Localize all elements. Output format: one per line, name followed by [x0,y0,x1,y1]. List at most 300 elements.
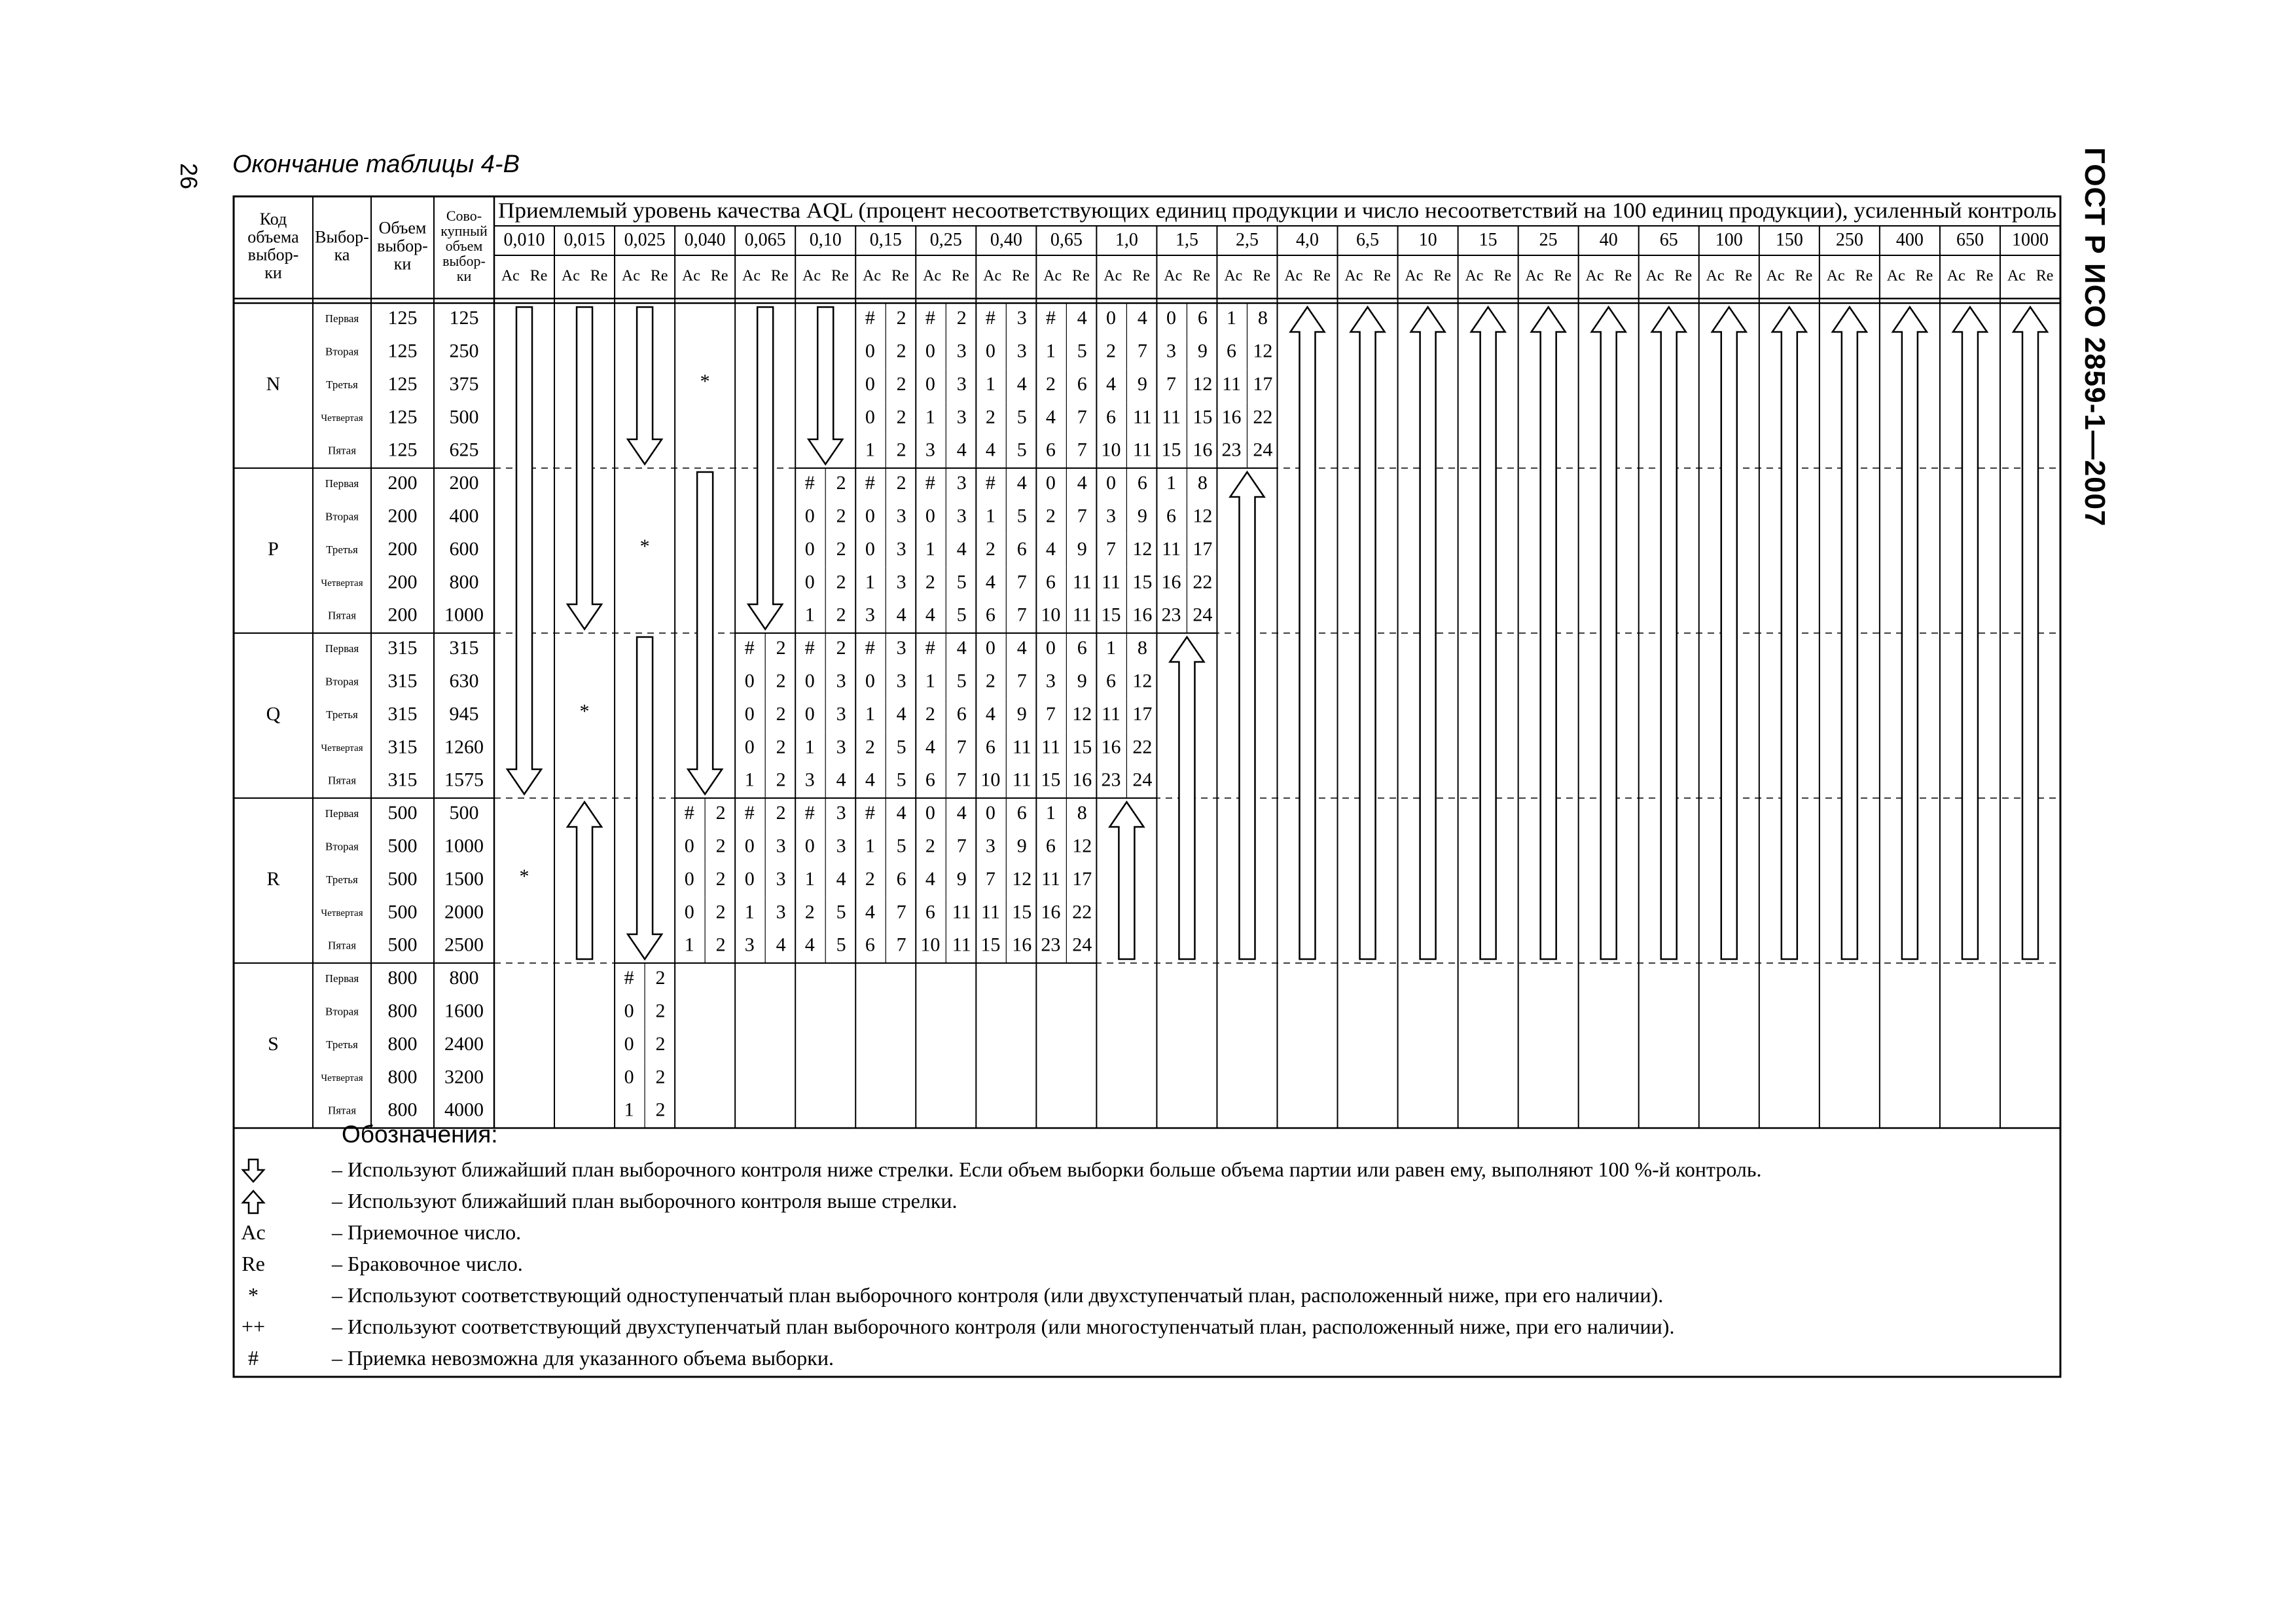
cumulative-volume: 1600 [444,1000,484,1022]
sample-number: Четвертая [321,1072,363,1084]
aql-level-label: 65 [1659,229,1678,250]
re-value: 2 [715,901,726,923]
up-arrow-icon [234,1189,273,1215]
re-value: 4 [896,604,906,626]
legend-title: Обозначения: [342,1121,498,1148]
re-value: 2 [836,505,846,527]
re-value: 6 [1077,373,1087,395]
ac-value: 16 [1221,406,1242,428]
cumulative-volume: 250 [449,340,479,362]
ac-value: 0 [985,637,996,659]
ac-label: Ac [983,267,1002,285]
aql-level-label: 25 [1539,229,1558,250]
re-value: 3 [956,373,967,395]
down-arrow-icon [688,472,722,794]
re-value: 6 [1197,307,1208,329]
aql-level-label: 4,0 [1296,229,1319,250]
sample-volume: 315 [387,637,418,659]
legend-symbol: ++ [241,1315,266,1338]
sample-volume: 200 [387,604,418,626]
re-value: 3 [836,702,846,725]
ac-value: 0 [1045,637,1056,659]
cumulative-volume: 500 [449,406,479,428]
re-value: 2 [896,307,906,329]
re-value: 4 [956,439,967,461]
re-value: 12 [1253,340,1273,362]
ac-value: 1 [1045,802,1056,824]
re-value: 2 [715,835,726,857]
header-volume: ки [393,254,412,274]
aql-level-label: 1,0 [1115,229,1138,250]
ac-value: 11 [1222,373,1241,395]
cumulative-volume: 2400 [444,1032,484,1055]
ac-value: # [804,472,815,494]
ac-value: 1 [1227,307,1237,329]
re-label: Re [650,267,668,285]
ac-label: Ac [1886,267,1905,285]
ac-value: 4 [925,604,935,626]
ac-value: 1 [684,934,694,956]
ac-value: 1 [865,702,875,725]
ac-value: 1 [1105,637,1116,659]
re-value: 3 [1016,340,1027,362]
ac-value: 15 [1041,769,1061,791]
ac-value: 16 [1161,571,1181,593]
sample-number: Первая [325,807,359,820]
cumulative-volume: 500 [449,802,479,824]
re-value: 2 [776,702,786,725]
re-value: 5 [896,835,906,857]
ac-value: # [985,472,996,494]
re-value: 4 [896,802,906,824]
aql-level-label: 2,5 [1235,229,1259,250]
ac-value: 7 [1166,373,1177,395]
sample-number: Пятая [327,774,357,787]
re-value: 11 [1132,439,1152,461]
re-value: 3 [896,571,906,593]
legend-text: – Используют ближайший план выборочного контроля выше стрелки. [332,1189,958,1213]
ac-value: 0 [925,505,935,527]
ac-value: 0 [1166,307,1177,329]
re-value: 4 [956,637,967,659]
re-label: Re [1795,267,1813,285]
ac-value: 0 [865,505,875,527]
ac-value: # [985,307,996,329]
ac-value: 1 [744,901,755,923]
ac-value: 1 [985,373,996,395]
sample-number: Третья [326,873,358,886]
aql-title: Приемлемый уровень качества AQL (процент несоответствующих единиц продукции и число несоответствий на 100 единиц продукции), усиленный контроль [498,198,2056,223]
re-value: 22 [1132,736,1153,758]
ac-value: 23 [1041,934,1061,956]
ac-value: 0 [985,802,996,824]
re-value: 7 [956,835,967,857]
re-value: 15 [1012,901,1032,923]
ac-value: 1 [744,769,755,791]
header-code: Код [259,210,287,229]
re-label: Re [1674,267,1693,285]
table-caption: Окончание таблицы 4-В [232,151,520,178]
re-value: 8 [1257,307,1268,329]
re-value: 17 [1072,867,1092,890]
ac-value: 6 [1045,571,1056,593]
re-label: Re [1494,267,1512,285]
ac-value: 0 [865,538,875,560]
ac-value: 0 [925,340,935,362]
single-plan-mark: * [639,535,650,557]
single-plan-mark: * [579,700,590,722]
re-label: Re [831,267,849,285]
ac-value: 23 [1221,439,1242,461]
ac-value: 6 [1045,835,1056,857]
single-plan-mark: * [700,370,710,392]
legend-item-up-arrow [234,1185,2060,1216]
cumulative-volume: 630 [449,670,479,692]
re-value: 3 [956,505,967,527]
up-arrow-icon [1170,637,1204,959]
re-value: 7 [1077,439,1087,461]
ac-value: 0 [684,867,694,890]
sample-volume: 500 [387,867,418,890]
ac-value: 3 [925,439,935,461]
cumulative-volume: 2500 [444,934,484,956]
re-value: 4 [956,802,967,824]
header-cumulative: выбор- [442,253,486,270]
legend-item-re [234,1248,2060,1279]
re-value: 12 [1132,670,1153,692]
ac-value: 4 [1045,538,1056,560]
re-value: 2 [776,802,786,824]
ac-value: 11 [1162,406,1181,428]
re-value: 2 [836,637,846,659]
re-value: 2 [836,472,846,494]
re-value: 6 [956,702,967,725]
ac-label: Ac [1525,267,1544,285]
header-cumulative: Сово- [446,207,482,224]
ac-value: 0 [804,505,815,527]
re-label: Re [2036,267,2054,285]
re-label: Re [1193,267,1210,285]
ac-value: # [744,802,755,824]
aql-level-label: 0,25 [929,229,962,250]
ac-value: 10 [1041,604,1061,626]
cumulative-volume: 375 [449,373,479,395]
legend-symbol: Re [242,1252,265,1275]
ac-value: 6 [925,901,935,923]
re-value: 12 [1193,373,1213,395]
re-value: 8 [1197,472,1208,494]
ac-value: 4 [925,736,935,758]
re-value: 17 [1253,373,1273,395]
legend-text: – Приемочное число. [332,1220,522,1244]
ac-value: 0 [624,1000,634,1022]
re-value: 4 [956,538,967,560]
ac-value: 2 [1045,373,1056,395]
up-arrow-icon [1230,472,1264,959]
re-value: 7 [1016,670,1027,692]
re-value: 9 [1077,538,1087,560]
ac-label: Ac [1405,267,1424,285]
re-value: 9 [1016,835,1027,857]
re-value: 2 [836,604,846,626]
ac-label: Ac [863,267,882,285]
re-value: 3 [896,505,906,527]
sample-number: Четвертая [321,742,363,754]
ac-value: 0 [985,340,996,362]
aql-level-label: 6,5 [1356,229,1380,250]
aql-level-label: 0,015 [564,229,605,250]
sample-number: Вторая [325,345,359,358]
sample-volume: 800 [387,1066,418,1088]
sample-number: Первая [325,477,359,490]
re-label: Re [1915,267,1933,285]
re-value: 2 [655,1099,666,1121]
ac-value: 0 [744,736,755,758]
ac-value: # [865,307,875,329]
sample-number: Первая [325,312,359,325]
ac-value: 0 [804,571,815,593]
cumulative-volume: 1260 [444,736,484,758]
sample-number: Первая [325,972,359,985]
re-value: 5 [1077,340,1087,362]
re-value: 12 [1012,867,1032,890]
ac-value: # [804,637,815,659]
sample-number: Четвертая [321,907,363,919]
re-value: 9 [1137,373,1147,395]
sample-volume: 500 [387,802,418,824]
ac-value: 2 [1105,340,1116,362]
down-arrow-icon [628,637,662,959]
re-value: 3 [896,538,906,560]
re-value: 16 [1012,934,1032,956]
sample-volume: 125 [387,373,418,395]
header-volume: Объем [378,218,427,238]
ac-value: 6 [1105,670,1116,692]
re-label: Re [1614,267,1632,285]
ac-value: # [925,307,935,329]
re-value: 11 [1072,604,1092,626]
re-value: 2 [715,867,726,890]
sample-volume: 315 [387,769,418,791]
re-value: 17 [1193,538,1213,560]
ac-value: 0 [925,373,935,395]
aql-level-label: 0,065 [744,229,786,250]
ac-label: Ac [742,267,761,285]
aql-level-label: 0,025 [624,229,666,250]
aql-level-label: 150 [1775,229,1803,250]
ac-value: 0 [804,670,815,692]
ac-value: 16 [1101,736,1121,758]
re-value: 5 [836,901,846,923]
re-label: Re [891,267,909,285]
re-value: 2 [655,1066,666,1088]
ac-value: 4 [804,934,815,956]
ac-value: 2 [985,538,996,560]
re-value: 5 [956,604,967,626]
cumulative-volume: 315 [449,637,479,659]
ac-value: 1 [925,670,935,692]
sample-volume: 315 [387,702,418,725]
ac-value: 2 [865,736,875,758]
ac-value: 3 [744,934,755,956]
sample-number: Пятая [327,609,357,622]
re-value: 12 [1132,538,1153,560]
ac-value: # [925,472,935,494]
ac-value: 3 [865,604,875,626]
aql-level-label: 0,010 [503,229,545,250]
re-value: 24 [1193,604,1213,626]
ac-value: 0 [684,901,694,923]
re-value: 2 [836,571,846,593]
re-value: 7 [1016,604,1027,626]
re-value: 2 [776,769,786,791]
re-value: 3 [776,901,786,923]
aql-level-label: 1000 [2011,229,2049,250]
ac-value: 2 [925,702,935,725]
ac-label: Ac [923,267,942,285]
re-label: Re [590,267,608,285]
re-value: 2 [956,307,967,329]
re-value: 3 [896,670,906,692]
re-label: Re [1132,267,1150,285]
re-value: 9 [956,867,967,890]
legend-text: – Используют соответствующий двухступенчатый план выборочного контроля (или многоступенчатый план, расположенный ниже, при его наличии). [332,1315,1675,1338]
ac-value: # [804,802,815,824]
sample-volume: 500 [387,835,418,857]
re-label: Re [1554,267,1572,285]
ac-value: 1 [804,736,815,758]
ac-value: 2 [925,571,935,593]
ac-value: 6 [1045,439,1056,461]
ac-label: Ac [1103,267,1122,285]
ac-value: 15 [1101,604,1121,626]
ac-value: 1 [925,406,935,428]
cumulative-volume: 2000 [444,901,484,923]
aql-level-label: 650 [1956,229,1984,250]
re-value: 4 [836,867,846,890]
ac-label: Ac [1645,267,1664,285]
re-value: 3 [956,472,967,494]
legend-item-double-plus [234,1311,2060,1342]
re-label: Re [710,267,728,285]
ac-value: 6 [925,769,935,791]
ac-value: 3 [804,769,815,791]
ac-value: 1 [865,835,875,857]
ac-value: 11 [1041,867,1060,890]
ac-value: 11 [980,901,1000,923]
re-value: 16 [1132,604,1153,626]
ac-value: 3 [1045,670,1056,692]
sample-volume: 125 [387,406,418,428]
cumulative-volume: 945 [449,702,479,725]
aql-level-label: 250 [1835,229,1863,250]
ac-value: 0 [925,802,935,824]
re-value: 5 [1016,505,1027,527]
re-value: 4 [1077,472,1087,494]
sample-number: Пятая [327,444,357,457]
re-value: 11 [1132,406,1152,428]
ac-value: 11 [1162,538,1181,560]
ac-value: 0 [1105,472,1116,494]
legend-text: – Используют ближайший план выборочного контроля ниже стрелки. Если объем выборки больше объема партии или равен ему, выполняют 100 %-й контроль. [332,1158,1762,1181]
re-value: 5 [896,736,906,758]
up-arrow-icon [567,802,601,959]
ac-value: 0 [744,702,755,725]
ac-value: 1 [1045,340,1056,362]
re-label: Re [952,267,969,285]
cumulative-volume: 125 [449,307,479,329]
aql-level-label: 1,5 [1175,229,1198,250]
re-value: 5 [1016,406,1027,428]
header-cumulative: купный [440,222,488,239]
down-arrow-icon [234,1158,273,1184]
sample-volume: 200 [387,472,418,494]
ac-value: 3 [1105,505,1116,527]
ac-value: 6 [1105,406,1116,428]
header-code: объема [247,227,299,247]
down-arrow-icon [567,307,601,629]
ac-value: 2 [985,670,996,692]
ac-value: 10 [980,769,1001,791]
re-value: 12 [1193,505,1213,527]
sample-number: Первая [325,642,359,655]
sample-number: Третья [326,543,358,556]
re-value: 4 [1137,307,1147,329]
re-value: 2 [896,439,906,461]
ac-value: 6 [985,736,996,758]
re-value: 24 [1253,439,1273,461]
re-value: 5 [956,571,967,593]
ac-value: 2 [804,901,815,923]
ac-value: 10 [1101,439,1121,461]
cumulative-volume: 1000 [444,604,484,626]
ac-value: 4 [925,867,935,890]
legend-item-ac [234,1216,2060,1248]
ac-value: # [1045,307,1056,329]
ac-label: Ac [561,267,580,285]
sample-volume: 125 [387,340,418,362]
re-value: 9 [1077,670,1087,692]
cumulative-volume: 800 [449,571,479,593]
ac-value: 1 [865,571,875,593]
down-arrow-icon [507,307,541,794]
ac-value: 1 [925,538,935,560]
ac-value: 0 [865,340,875,362]
re-value: 2 [715,802,726,824]
aql-level-label: 400 [1895,229,1924,250]
ac-value: 6 [865,934,875,956]
aql-level-label: 0,40 [990,229,1022,250]
ac-label: Ac [1284,267,1303,285]
ac-value: 7 [1105,538,1116,560]
re-value: 15 [1132,571,1153,593]
sample-number: Вторая [325,510,359,523]
re-value: 15 [1072,736,1092,758]
legend-symbol: # [248,1346,259,1370]
ac-value: 0 [744,867,755,890]
re-label: Re [1734,267,1753,285]
re-value: 5 [896,769,906,791]
re-value: 8 [1137,637,1147,659]
ac-value: 7 [1045,702,1056,725]
re-value: 3 [836,802,846,824]
re-value: 12 [1072,835,1092,857]
re-value: 11 [952,934,971,956]
sample-number: Четвертая [321,412,363,424]
ac-value: 2 [925,835,935,857]
ac-value: 15 [1161,439,1181,461]
header-cumulative: ки [456,268,472,285]
